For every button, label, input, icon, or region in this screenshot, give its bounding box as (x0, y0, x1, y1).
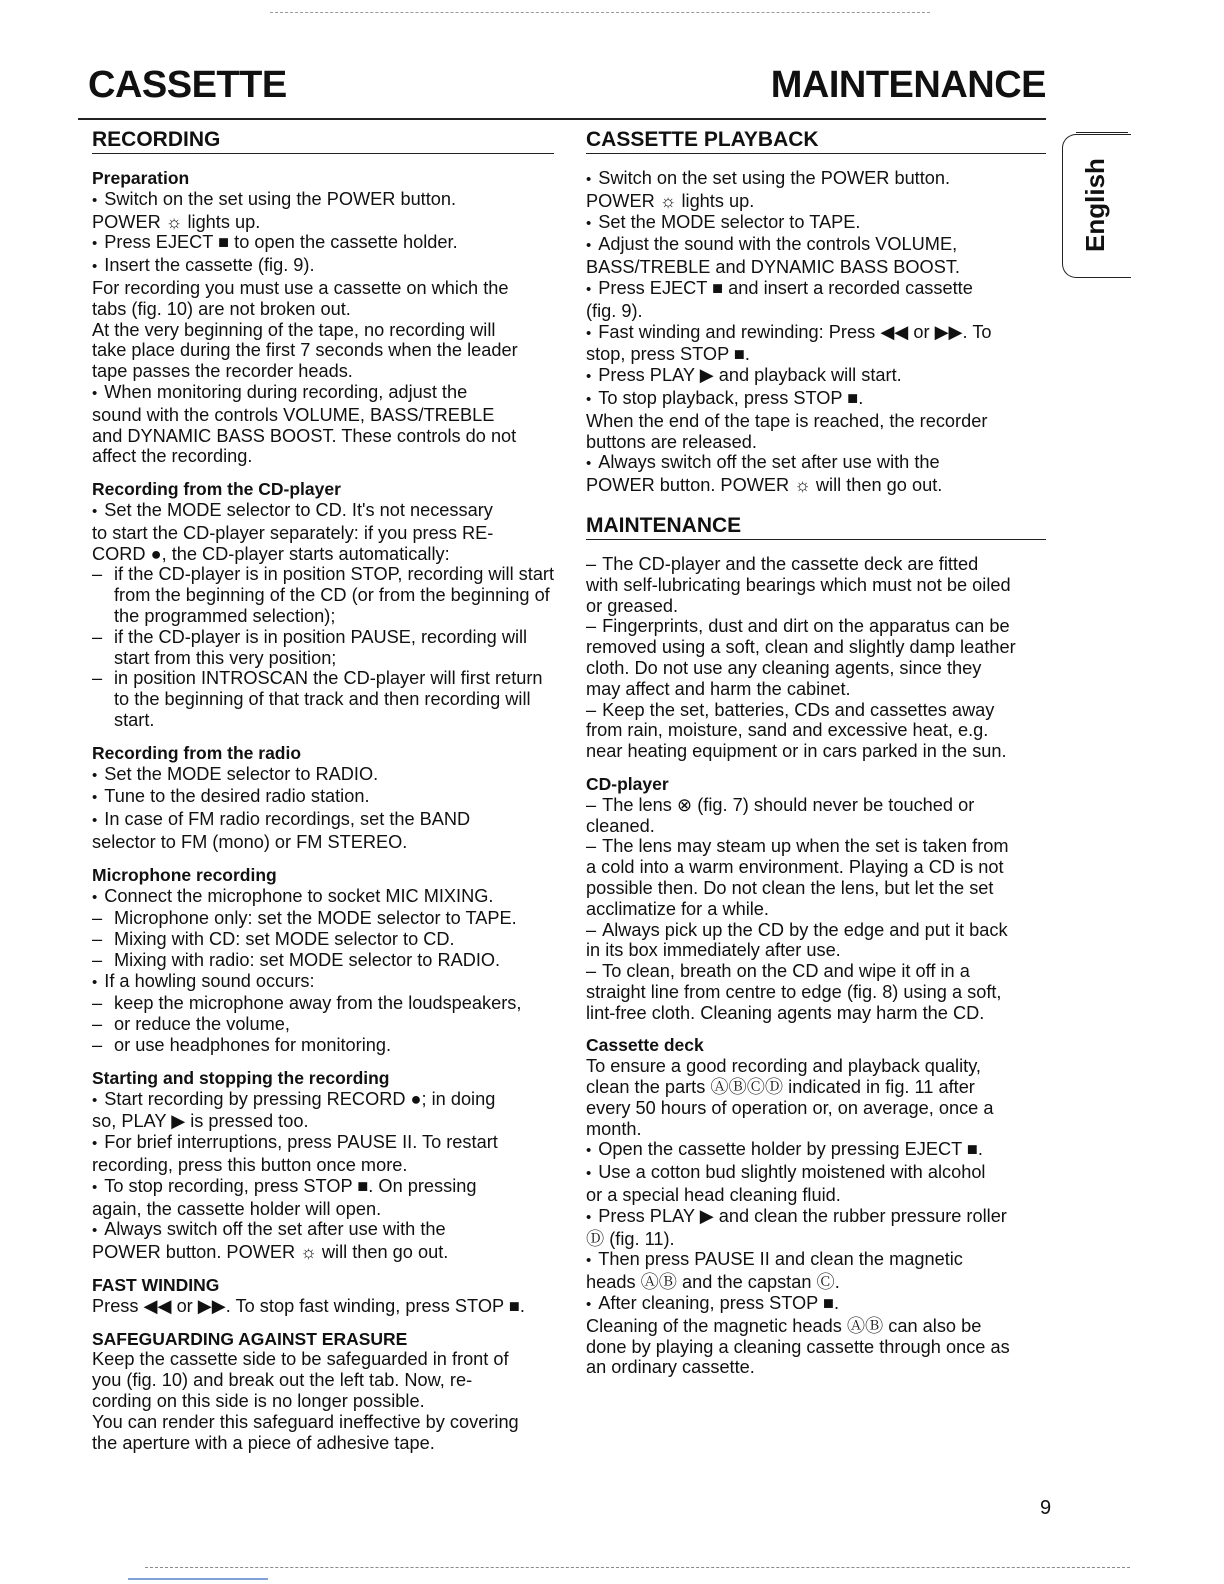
section-heading-recording: RECORDING (92, 128, 554, 154)
scan-artifact-top (270, 12, 930, 13)
bullet-line: • For brief interruptions, press PAUSE II. To restart (92, 1132, 560, 1155)
text-line: an ordinary cassette. (586, 1357, 755, 1378)
text-line: To ensure a good recording and playback quality, (586, 1056, 981, 1077)
text-line: Cleaning of the magnetic heads ⒶⒷ can also be (586, 1315, 982, 1336)
bullet-line: • Tune to the desired radio station. (92, 786, 560, 809)
text-line: (fig. 9). (586, 300, 643, 321)
subheading-recording-from-cd: Recording from the CD-player (92, 479, 341, 500)
page-number: 9 (1040, 1497, 1052, 1519)
subheading-fast-winding: FAST WINDING (92, 1275, 220, 1296)
text-line: may affect and harm the cabinet. (586, 678, 851, 699)
subheading-recording-from-radio: Recording from the radio (92, 742, 302, 763)
text-line: Keep the cassette side to be safeguarded in front of (92, 1349, 509, 1370)
block-starting-stopping (92, 1068, 560, 1263)
text-line: again, the cassette holder will open. (92, 1198, 382, 1219)
bullet-line: • Set the MODE selector to TAPE. (586, 212, 1048, 235)
recording-from-cd-lines (92, 500, 560, 731)
text-line: a cold into a warm environment. Playing a CD is not (586, 857, 1004, 878)
block-safeguarding (92, 1329, 560, 1454)
bullet-line: • Always switch off the set after use with the (586, 452, 1048, 475)
bullet-line: • Press EJECT ■ and insert a recorded cassette (586, 278, 1048, 301)
text-line: clean the parts ⒶⒷⒸⒹ indicated in fig. 11 after (586, 1077, 975, 1098)
text-line: the aperture with a piece of adhesive tape. (92, 1432, 435, 1453)
preparation-lines (92, 189, 560, 467)
fast-winding-lines (92, 1296, 560, 1317)
bullet-line: • After cleaning, press STOP ■. (586, 1293, 1048, 1316)
block-preparation (92, 168, 560, 467)
text-line: acclimatize for a while. (586, 898, 769, 919)
text-line: heads ⒶⒷ and the capstan Ⓒ. (586, 1272, 840, 1293)
recording-from-radio-lines (92, 764, 560, 853)
text-line: buttons are released. (586, 431, 757, 452)
text-line: in its box immediately after use. (586, 940, 841, 961)
text-line: from rain, moisture, sand and excessive heat, e.g. (586, 720, 989, 741)
text-line: recording, press this button once more. (92, 1155, 408, 1176)
text-line: cording on this side is no longer possible. (92, 1391, 425, 1412)
block-cassette-deck (586, 1035, 1048, 1378)
dash-line: – Mixing with CD: set MODE selector to CD. (92, 929, 560, 950)
text-line: You can render this safeguard ineffective by covering (92, 1411, 519, 1432)
bullet-line: • To stop playback, press STOP ■. (586, 388, 1048, 411)
dash-line: – if the CD-player is in position PAUSE, recording will start from this very position; (92, 627, 560, 669)
text-line: or greased. (586, 595, 679, 616)
text-line: POWER button. POWER ☼ will then go out. (586, 475, 943, 496)
bullet-line: • Then press PAUSE II and clean the magnetic (586, 1249, 1048, 1272)
safeguarding-lines (92, 1349, 560, 1453)
text-line: tabs (fig. 10) are not broken out. (92, 298, 351, 319)
text-line: month. (586, 1118, 642, 1139)
subheading-starting-stopping: Starting and stopping the recording (92, 1067, 390, 1088)
text-line: removed using a soft, clean and slightly damp leather (586, 637, 1016, 658)
dash-line: – The lens may steam up when the set is taken from (586, 836, 1048, 857)
dash-line: – if the CD-player is in position STOP, recording will start from the beginning of the CD (or from the beginning of the programmed selection); (92, 564, 560, 626)
subheading-cassette-deck: Cassette deck (586, 1035, 704, 1056)
bullet-line: • Switch on the set using the POWER button. (586, 168, 1048, 191)
page-title-maintenance: MAINTENANCE (770, 64, 1046, 106)
dash-line: – Always pick up the CD by the edge and put it back (586, 920, 1048, 941)
scan-artifact-blue-line (128, 1578, 268, 1580)
text-line: POWER ☼ lights up. (586, 190, 755, 211)
text-line: near heating equipment or in cars parked in the sun. (586, 741, 1007, 762)
text-line: For recording you must use a cassette on which the (92, 277, 509, 298)
page-title-cassette: CASSETTE (88, 64, 287, 106)
bullet-line: • Switch on the set using the POWER button. (92, 189, 560, 212)
subheading-preparation: Preparation (92, 168, 190, 188)
text-line: POWER button. POWER ☼ will then go out. (92, 1242, 449, 1263)
dash-line: – Fingerprints, dust and dirt on the apparatus can be (586, 616, 1048, 637)
text-line: every 50 hours of operation or, on average, once a (586, 1097, 994, 1118)
bullet-line: • If a howling sound occurs: (92, 971, 560, 994)
bullet-line: • Use a cotton bud slightly moistened with alcohol (586, 1162, 1048, 1185)
bullet-line: • Fast winding and rewinding: Press ◀◀ or ▶▶. To (586, 322, 1048, 345)
language-tab-top-rule (1076, 132, 1128, 133)
text-line: At the very beginning of the tape, no recording will (92, 319, 496, 340)
text-line: cleaned. (586, 815, 655, 836)
text-line: with self-lubricating bearings which must not be oiled (586, 574, 1011, 595)
block-microphone-recording (92, 865, 560, 1056)
text-line: done by playing a cleaning cassette through once as (586, 1336, 1010, 1357)
bullet-line: • To stop recording, press STOP ■. On pressing (92, 1176, 560, 1199)
dash-line: – To clean, breath on the CD and wipe it off in a (586, 961, 1048, 982)
subheading-cd-player: CD-player (586, 773, 669, 794)
text-line: BASS/TREBLE and DYNAMIC BASS BOOST. (586, 257, 960, 278)
text-line: or a special head cleaning fluid. (586, 1185, 841, 1206)
right-column (586, 128, 1048, 1378)
text-line: straight line from centre to edge (fig. 8) using a soft, (586, 981, 1002, 1002)
text-line: Ⓓ (fig. 11). (586, 1228, 675, 1249)
language-tab-label: English (1080, 158, 1110, 252)
text-line: sound with the controls VOLUME, BASS/TREBLE (92, 404, 495, 425)
microphone-recording-lines (92, 886, 560, 1056)
block-fast-winding (92, 1275, 560, 1317)
text-line: you (fig. 10) and break out the left tab. Now, re- (92, 1370, 473, 1391)
bullet-line: • Start recording by pressing RECORD ●; in doing (92, 1089, 560, 1112)
text-line: selector to FM (mono) or FM STEREO. (92, 831, 408, 852)
bullet-line: • Set the MODE selector to RADIO. (92, 764, 560, 787)
dash-line: – or reduce the volume, (92, 1014, 560, 1035)
scan-artifact-bottom (145, 1567, 1130, 1568)
bullet-line: • Open the cassette holder by pressing EJECT ■. (586, 1139, 1048, 1162)
text-line: CORD ●, the CD-player starts automatically: (92, 543, 450, 564)
subheading-safeguarding: SAFEGUARDING AGAINST ERASURE (92, 1328, 408, 1349)
starting-stopping-lines (92, 1089, 560, 1263)
cd-player-lines (586, 795, 1048, 1024)
block-cd-player (586, 774, 1048, 1024)
text-line: and DYNAMIC BASS BOOST. These controls do not (92, 425, 517, 446)
section-heading-cassette-playback: CASSETTE PLAYBACK (586, 128, 1046, 154)
bullet-line: • Press PLAY ▶ and playback will start. (586, 365, 1048, 388)
text-line: tape passes the recorder heads. (92, 361, 353, 382)
dash-line: – keep the microphone away from the loudspeakers, (92, 993, 560, 1014)
dash-line: – or use headphones for monitoring. (92, 1035, 560, 1056)
left-column (92, 128, 560, 1453)
dash-line: – The lens ⊗ (fig. 7) should never be touched or (586, 795, 1048, 816)
bullet-line: • Adjust the sound with the controls VOLUME, (586, 234, 1048, 257)
text-line: Press ◀◀ or ▶▶. To stop fast winding, press STOP ■. (92, 1295, 525, 1316)
text-line: POWER ☼ lights up. (92, 211, 261, 232)
maintenance-lines (586, 554, 1048, 762)
dash-line: – in position INTROSCAN the CD-player will first return to the beginning of that track and then recording will start. (92, 668, 560, 730)
cassette-playback-lines (586, 168, 1048, 496)
section-heading-maintenance: MAINTENANCE (586, 514, 1046, 540)
block-recording-from-cd (92, 479, 560, 731)
text-line: stop, press STOP ■. (586, 344, 750, 365)
subheading-microphone-recording: Microphone recording (92, 864, 277, 885)
dash-line: – Mixing with radio: set MODE selector to RADIO. (92, 950, 560, 971)
text-line: When the end of the tape is reached, the recorder (586, 410, 988, 431)
text-line: cloth. Do not use any cleaning agents, since they (586, 657, 982, 678)
dash-line: – Microphone only: set the MODE selector to TAPE. (92, 908, 560, 929)
cassette-deck-lines (586, 1056, 1048, 1378)
block-recording-from-radio (92, 743, 560, 853)
dash-line: – Keep the set, batteries, CDs and cassettes away (586, 700, 1048, 721)
text-line: take place during the first 7 seconds when the leader (92, 340, 518, 361)
text-line: affect the recording. (92, 446, 253, 467)
bullet-line: • When monitoring during recording, adjust the (92, 382, 560, 405)
title-rule (78, 118, 1046, 120)
text-line: to start the CD-player separately: if you press RE- (92, 522, 494, 543)
bullet-line: • Press PLAY ▶ and clean the rubber pressure roller (586, 1206, 1048, 1229)
bullet-line: • Always switch off the set after use with the (92, 1219, 560, 1242)
bullet-line: • Insert the cassette (fig. 9). (92, 255, 560, 278)
text-line: lint-free cloth. Cleaning agents may harm the CD. (586, 1002, 985, 1023)
text-line: possible then. Do not clean the lens, but let the set (586, 877, 994, 898)
bullet-line: • In case of FM radio recordings, set the BAND (92, 809, 560, 832)
bullet-line: • Press EJECT ■ to open the cassette holder. (92, 232, 560, 255)
bullet-line: • Connect the microphone to socket MIC MIXING. (92, 886, 560, 909)
bullet-line: • Set the MODE selector to CD. It's not necessary (92, 500, 560, 523)
text-line: so, PLAY ▶ is pressed too. (92, 1111, 309, 1132)
dash-line: – The CD-player and the cassette deck are fitted (586, 554, 1048, 575)
